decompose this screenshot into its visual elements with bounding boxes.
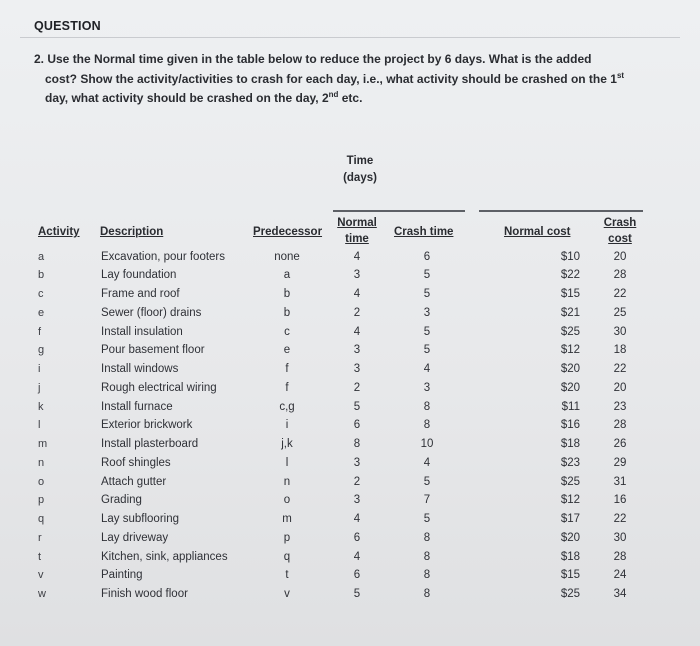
normal-time-cell: 6 bbox=[353, 569, 361, 582]
header-predecessor: Predecessor bbox=[253, 226, 323, 238]
normal-time-cell: 5 bbox=[353, 400, 361, 413]
normal-time-cell: 4 bbox=[353, 288, 361, 300]
predecessor-cell: b bbox=[283, 288, 291, 300]
predecessor-cell: e bbox=[283, 344, 291, 357]
activity-cell: w bbox=[38, 588, 46, 600]
description-cell: Finish wood floor bbox=[101, 588, 188, 600]
activity-cell: t bbox=[38, 550, 42, 563]
crash-time-cell: 3 bbox=[423, 306, 431, 319]
normal-time-cell: 2 bbox=[353, 306, 361, 319]
normal-cost-cell: $25 bbox=[560, 475, 580, 488]
heading-divider bbox=[20, 37, 680, 38]
normal-cost-cell: $17 bbox=[560, 513, 580, 525]
normal-time-cell: 3 bbox=[353, 494, 361, 507]
predecessor-cell: c bbox=[284, 325, 290, 338]
predecessor-cell: j,k bbox=[281, 438, 293, 450]
predecessor-cell: m bbox=[282, 513, 292, 525]
description-cell: Exterior brickwork bbox=[101, 419, 193, 432]
crash-time-cell: 8 bbox=[423, 569, 431, 582]
activity-cell: b bbox=[38, 269, 45, 282]
crash-time-cell: 10 bbox=[420, 438, 434, 450]
normal-cost-cell: $11 bbox=[561, 400, 580, 413]
crash-cost-cell: 28 bbox=[613, 419, 627, 432]
activity-cell: l bbox=[38, 419, 41, 432]
activity-cell: j bbox=[38, 381, 41, 394]
predecessor-cell: n bbox=[283, 475, 291, 488]
predecessor-cell: q bbox=[283, 550, 291, 563]
time-group-rule bbox=[333, 210, 465, 212]
normal-time-cell: 6 bbox=[353, 419, 361, 432]
question-line-1: 2. Use the Normal time given in the table below to reduce the project by 6 days. What is the added bbox=[34, 52, 592, 66]
crash-cost-cell: 22 bbox=[613, 513, 627, 525]
crash-cost-cell: 28 bbox=[613, 269, 627, 282]
activity-cell: p bbox=[38, 494, 45, 507]
normal-cost-cell: $12 bbox=[560, 344, 580, 357]
predecessor-cell: i bbox=[285, 419, 289, 432]
description-cell: Install windows bbox=[101, 363, 179, 375]
normal-cost-cell: $16 bbox=[560, 419, 580, 432]
normal-time-cell: 3 bbox=[353, 456, 361, 469]
description-cell: Install furnace bbox=[101, 400, 173, 413]
crash-cost-cell: 34 bbox=[613, 588, 627, 600]
crash-time-cell: 7 bbox=[423, 494, 431, 507]
description-cell: Excavation, pour footers bbox=[101, 250, 226, 263]
activity-cell: e bbox=[38, 306, 45, 319]
activity-cell: f bbox=[38, 325, 42, 338]
crash-cost-cell: 22 bbox=[613, 288, 627, 300]
cost-group-rule bbox=[479, 210, 643, 212]
description-cell: Sewer (floor) drains bbox=[101, 306, 202, 319]
activity-cell: n bbox=[38, 456, 45, 469]
crash-cost-cell: 23 bbox=[613, 400, 627, 413]
normal-cost-cell: $18 bbox=[560, 438, 580, 450]
crash-cost-cell: 20 bbox=[613, 381, 627, 394]
description-cell: Lay subflooring bbox=[101, 513, 179, 525]
normal-time-cell: 6 bbox=[353, 531, 361, 544]
crash-cost-cell: 30 bbox=[613, 325, 627, 338]
predecessor-cell: none bbox=[274, 250, 300, 263]
header-normal-cost: Normal cost bbox=[504, 226, 571, 238]
normal-time-cell: 3 bbox=[353, 269, 361, 282]
crash-time-cell: 8 bbox=[423, 550, 431, 563]
description-cell: Attach gutter bbox=[101, 475, 167, 488]
predecessor-cell: l bbox=[285, 456, 289, 469]
description-cell: Lay driveway bbox=[101, 531, 169, 544]
header-crash-time: Crash time bbox=[394, 226, 454, 238]
activity-cell: c bbox=[38, 288, 44, 300]
header-activity: Activity bbox=[38, 226, 80, 238]
crash-time-cell: 5 bbox=[423, 288, 431, 300]
crash-cost-cell: 28 bbox=[613, 550, 627, 563]
crash-time-cell: 4 bbox=[423, 363, 431, 375]
normal-time-cell: 4 bbox=[353, 325, 361, 338]
predecessor-cell: o bbox=[283, 494, 291, 507]
description-cell: Grading bbox=[101, 494, 142, 507]
normal-time-cell: 5 bbox=[353, 588, 361, 600]
question-text bbox=[34, 51, 634, 107]
description-cell: Install insulation bbox=[101, 325, 183, 338]
predecessor-cell: c,g bbox=[279, 400, 295, 413]
crash-cost-cell: 24 bbox=[613, 569, 627, 582]
crash-cost-cell: 18 bbox=[613, 344, 627, 357]
normal-cost-cell: $20 bbox=[560, 363, 580, 375]
description-cell: Roof shingles bbox=[101, 456, 171, 469]
activity-cell: g bbox=[38, 344, 45, 357]
crash-time-cell: 6 bbox=[423, 250, 431, 263]
description-cell: Frame and roof bbox=[101, 288, 180, 300]
activity-cell: r bbox=[38, 531, 42, 544]
question-line-2: cost? Show the activity/activities to crash for each day, i.e., what activity should be crashed on the 1st bbox=[45, 70, 625, 86]
header-description: Description bbox=[100, 226, 164, 238]
predecessor-cell: a bbox=[283, 269, 291, 282]
header-crash-cost: Crash cost bbox=[603, 217, 637, 245]
predecessor-cell: v bbox=[284, 588, 290, 600]
crash-time-cell: 5 bbox=[423, 513, 431, 525]
description-cell: Painting bbox=[101, 569, 143, 582]
normal-cost-cell: $25 bbox=[560, 588, 580, 600]
normal-time-cell: 2 bbox=[353, 475, 361, 488]
time-group-header: Time (days) bbox=[343, 155, 377, 184]
normal-cost-cell: $12 bbox=[560, 494, 580, 507]
crash-time-cell: 8 bbox=[423, 588, 431, 600]
predecessor-cell: f bbox=[285, 363, 289, 375]
normal-cost-cell: $25 bbox=[560, 325, 580, 338]
activity-cell: k bbox=[38, 400, 44, 413]
activity-cell: m bbox=[38, 438, 48, 450]
normal-time-cell: 3 bbox=[353, 363, 361, 375]
crash-time-cell: 5 bbox=[423, 325, 431, 338]
crash-time-cell: 4 bbox=[423, 456, 431, 469]
normal-time-cell: 3 bbox=[353, 344, 361, 357]
activity-cell: o bbox=[38, 475, 45, 488]
crash-time-cell: 3 bbox=[423, 381, 431, 394]
normal-cost-cell: $18 bbox=[560, 550, 580, 563]
crash-cost-cell: 30 bbox=[613, 531, 627, 544]
normal-time-cell: 4 bbox=[353, 250, 361, 263]
normal-cost-cell: $15 bbox=[560, 288, 580, 300]
crash-time-cell: 8 bbox=[423, 400, 431, 413]
description-cell: Lay foundation bbox=[101, 269, 177, 282]
normal-cost-cell: $21 bbox=[560, 306, 580, 319]
predecessor-cell: t bbox=[285, 569, 289, 582]
normal-cost-cell: $22 bbox=[560, 269, 580, 282]
crash-cost-cell: 20 bbox=[613, 250, 627, 263]
header-normal-time: Normal time bbox=[337, 217, 377, 245]
normal-cost-cell: $23 bbox=[560, 456, 580, 469]
activity-cell: a bbox=[38, 250, 45, 263]
normal-cost-cell: $10 bbox=[560, 250, 580, 263]
normal-time-cell: 2 bbox=[353, 381, 361, 394]
description-cell: Rough electrical wiring bbox=[101, 381, 217, 394]
description-cell: Install plasterboard bbox=[101, 438, 199, 450]
normal-time-cell: 8 bbox=[353, 438, 361, 450]
crash-time-cell: 5 bbox=[423, 269, 431, 282]
crash-cost-cell: 31 bbox=[613, 475, 627, 488]
normal-cost-cell: $15 bbox=[560, 569, 580, 582]
activity-cell: q bbox=[38, 513, 45, 525]
activity-cell: v bbox=[38, 569, 44, 582]
normal-cost-cell: $20 bbox=[560, 531, 580, 544]
activity-cell: i bbox=[38, 363, 41, 375]
crash-cost-cell: 29 bbox=[613, 456, 627, 469]
crash-cost-cell: 25 bbox=[613, 306, 627, 319]
normal-cost-cell: $20 bbox=[560, 381, 580, 394]
normal-time-cell: 4 bbox=[353, 513, 361, 525]
crash-cost-cell: 16 bbox=[613, 494, 627, 507]
crash-time-cell: 8 bbox=[423, 531, 431, 544]
normal-time-cell: 4 bbox=[353, 550, 361, 563]
description-cell: Pour basement floor bbox=[101, 344, 205, 357]
crash-time-cell: 5 bbox=[423, 475, 431, 488]
crash-time-cell: 5 bbox=[423, 344, 431, 357]
description-cell: Kitchen, sink, appliances bbox=[101, 550, 228, 563]
crash-time-cell: 8 bbox=[423, 419, 431, 432]
predecessor-cell: f bbox=[285, 381, 289, 394]
crash-cost-cell: 22 bbox=[613, 363, 627, 375]
question-line-3: day, what activity should be crashed on the day, 2nd etc. bbox=[45, 90, 363, 105]
question-heading: QUESTION bbox=[34, 19, 101, 33]
predecessor-cell: p bbox=[283, 531, 291, 544]
predecessor-cell: b bbox=[283, 306, 291, 319]
crash-cost-cell: 26 bbox=[613, 438, 627, 450]
